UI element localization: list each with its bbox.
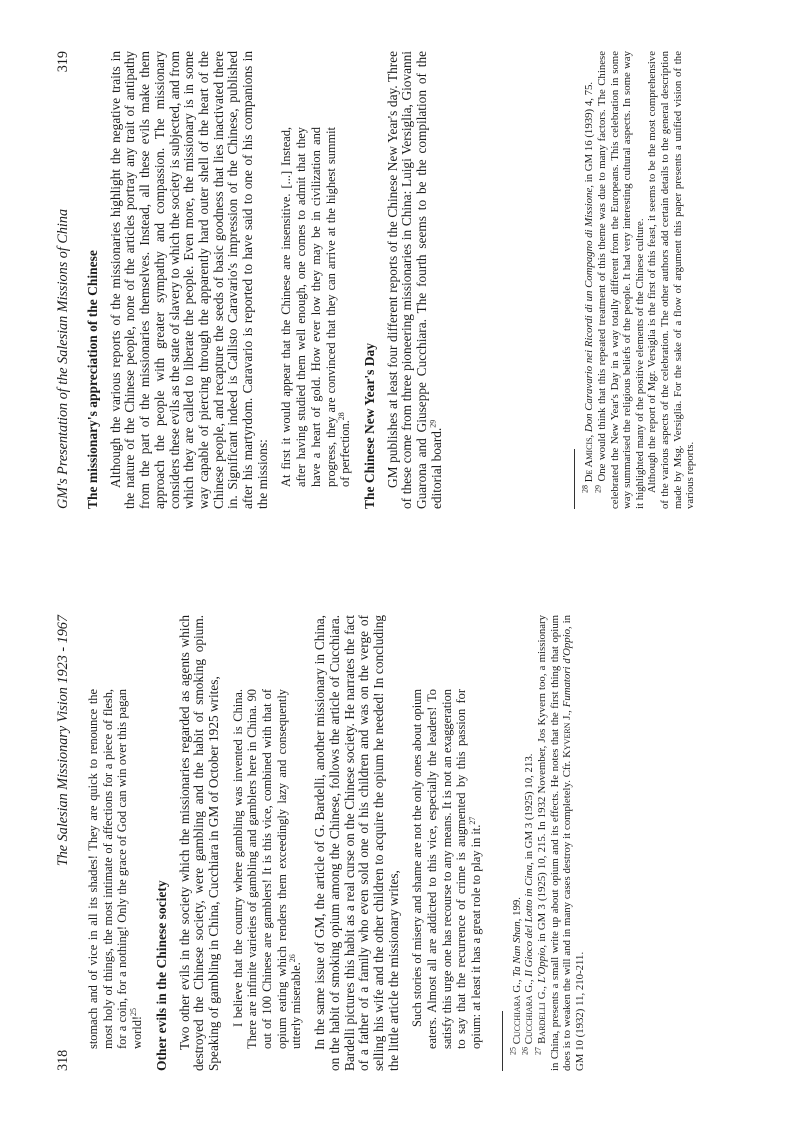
- block-quote: [410, 689, 484, 1049]
- right-running-head: [55, 51, 72, 509]
- footnote-ref: 27: [468, 816, 478, 825]
- footnote: $^{26}$ Cucchiara G., Il Gioco del Lotto in Cina, in GM 3 (1925) 10, 213.: [520, 753, 536, 1055]
- footnote-ref: 26: [288, 954, 298, 963]
- section-heading: Other evils in the Chinese society: [153, 880, 169, 1071]
- footnotes: [508, 614, 587, 1071]
- quote-text: At first it would appear that the Chinese are insensitive. [...] Instead, after having studied them well enough, one comes to admit that they have a heart of gold. How ever low they may be in civilization and progress, they are convinced that they can arrive at the highest summit of perfection.: [279, 127, 353, 487]
- quote-continuation: [86, 689, 145, 1049]
- paragraph: GM publishes at least four different reports of the Chinese New Year's day. Three of these come from three pioneering missionaries in China: Luigi Versiglia, Giovanni Guarona and Giuseppe Cucchiara. The fourth seems to be the compilation of the editorial board.: [384, 51, 444, 509]
- quote-text: I believe that the country where gambling was invented is China. There are infinite varieties of gambling and gamblers here in China. 90 out of 100 Chinese are gamblers! It is this vice, combined with that of opium eating which renders them exceedingly lazy and consequently utterly miserable.: [230, 689, 304, 1049]
- running-title: The Salesian Missionary Vision 1923 - 1967: [55, 615, 71, 867]
- footnote: $^{28}$ De Amicis, Don Caravario nei Ricordi di un Compagno di Missione, in GM 16 (1939) 4, 75.: [580, 81, 596, 493]
- footnote: Although the report of Mgr. Versiglia is the first of this feast, it seems to be the most comprehensive of the various aspects of the celebration. The other authors add certain details to the general description made by Msg. Versiglia. For the sake of a flow of argument this paper presents a unified vision of the various reports.: [646, 51, 697, 509]
- block-quote: [279, 127, 353, 487]
- page-number: 318: [55, 1049, 71, 1071]
- footnote-ref: 25: [128, 1007, 138, 1016]
- footnote: $^{25}$ Cucchiara G., Ta Nan Shan, 199.: [508, 897, 523, 1055]
- quote-text: stomach and of vice in all its shades! They are quick to renounce the most holy of things, the most intimate of affections for a piece of flesh, for a coin, for a nothing! Only the grace of God can win over this pagan world!: [86, 689, 145, 1049]
- running-title: GM's Presentation of the Salesian Missions of China: [55, 208, 71, 509]
- footnote: $^{27}$ Bardelli G., L'Oppio, in GM 3 (1925) 10, 215. In 1932 November, Jos Kyvern too, a missionary in China, presents a small write up about opium and its effects. He notes that the first thing that opium does is to weaken the will and in many cases destroy it completely. Cfr. Kyvern J., Fumatori d'Oppio, in GM 10 (1932) 11, 210-211.: [533, 614, 586, 1071]
- left-text-column: [86, 615, 586, 1071]
- page-number: 319: [55, 51, 71, 73]
- paragraph: Although the various reports of the missionaries highlight the negative traits in the nature of the Chinese people, none of the articles portray any trait of antipathy from the part of the missionaries themselves. Instead, all these evils make them approach the people with greater sympathy and compassion. The missionary considers these evils as the state of slavery to which the society is subjected, and from which they are called to liberate the people. Even more, the missionary is in some way capable of piercing through the apparently hard outer shell of the heart of the Chinese people, and recapture the seeds of basic goodness that lies inactivated there in. Significant indeed is Callisto Caravario's impression of the Chinese, published after his martyrdom. Caravario is reported to have said to one of his companions in the missions:: [107, 51, 270, 509]
- paragraph: Two other evils in the society which the missionaries regarded as agents which destroyed the Chinese society, were gambling and the habit of smoking opium. Speaking of gambling in China, Cucchiara in GM of October 1925 writes,: [176, 615, 221, 1071]
- footnote: $^{29}$ One would think that this repeated treatment of this theme was due to many factors. The Chinese celebrated the New Year's Day in a way totally different from the Europeans. This celebration in some way summarised the religious beliefs of the people. It had very interesting cultural aspects. In some way it highlighted many of the positive elements of the Chinese culture.: [593, 50, 646, 509]
- footnote-ref: 29: [428, 419, 438, 428]
- left-running-head: [55, 615, 72, 1071]
- section-heading: The Chinese New Year's Day: [361, 343, 377, 509]
- paragraph: In the same issue of GM, the article of G. Bardelli, another missionary in China, on the habit of smoking opium among the Chinese, follows the article of Cucchiara. Bardelli pictures this habit as a real curse on the Chinese society. He narrates the fact of a father of a family who even sold one of his children and was on the verge of selling his wife and the other children to acquire the opium he needed! In concluding the little article the missionary writes,: [312, 615, 401, 1071]
- block-quote: [231, 689, 305, 1049]
- section-heading: The missionary's appreciation of the Chinese: [85, 250, 100, 509]
- footnote-rule: [502, 1011, 503, 1071]
- footnote-rule: [574, 449, 575, 509]
- quote-text: Such stories of misery and shame are not the only ones about opium eaters. Almost all are addicted to this vice, especially the leaders! To satisfy this urge one has recourse to any means. It is not an exaggeration to say that the recurrence of crime is augmented by this passion for opium: at least it has a great role to play in it.: [410, 689, 484, 1049]
- left-page: [0, 562, 793, 1123]
- footnote-ref: 28: [337, 412, 347, 421]
- right-text-column: [86, 51, 697, 509]
- right-page: [0, 0, 793, 561]
- footnotes: [580, 50, 697, 509]
